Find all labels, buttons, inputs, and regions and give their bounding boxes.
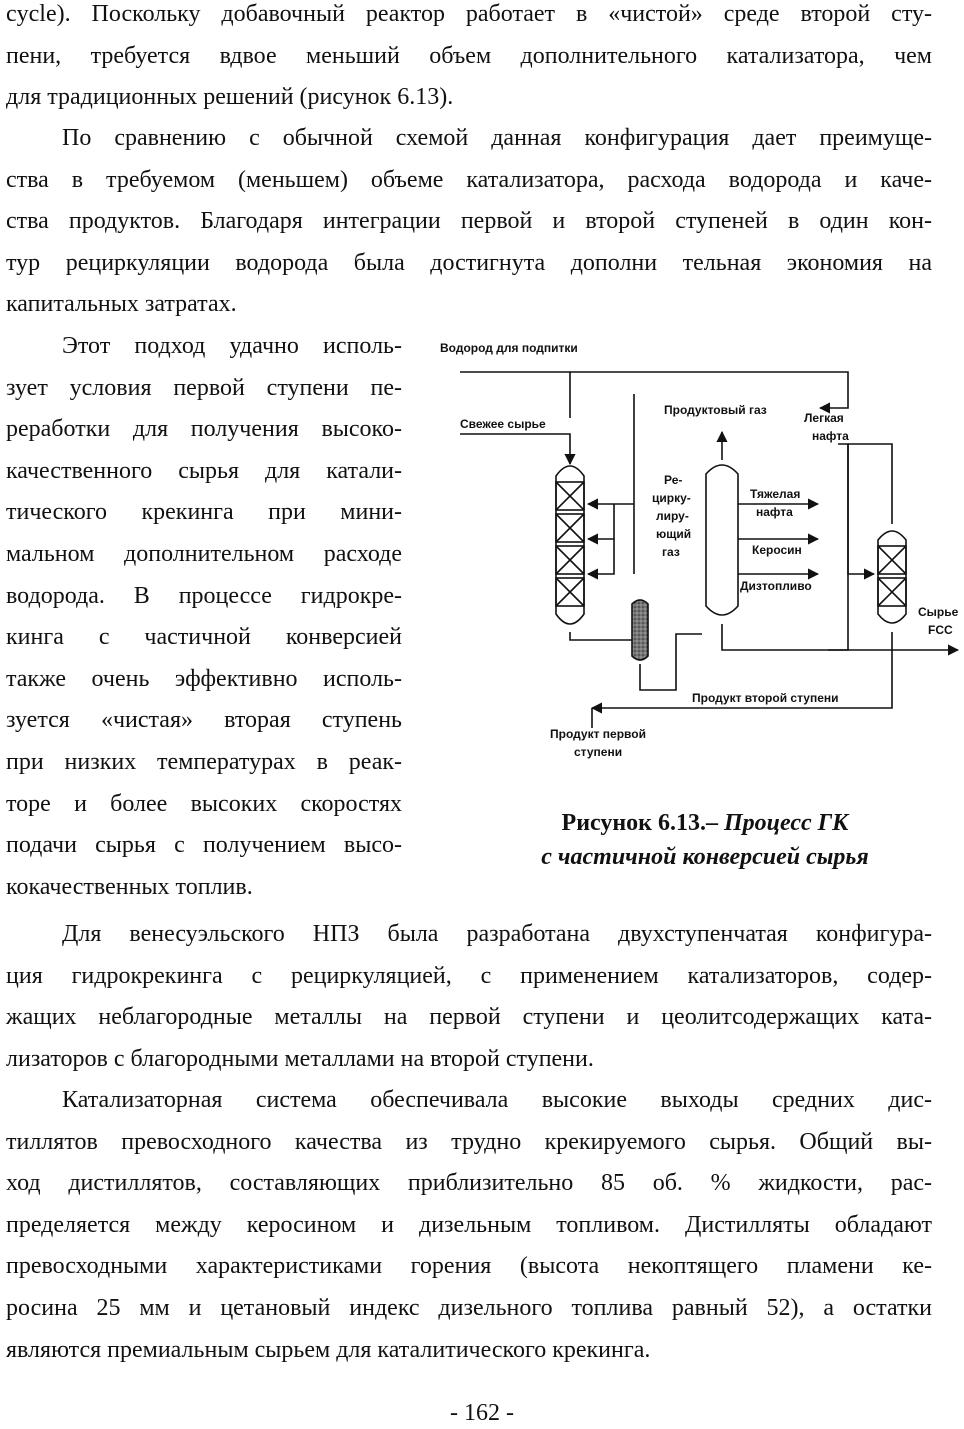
label-heavy-naphtha: Тяжелая [750,487,801,501]
text-line: кинга с частичной конверсией [6,624,402,651]
text-line: По сравнению с обычной схемой данная конфигурация дает преимуще- [62,125,932,151]
caption-line-2: с частичной конверсией сырья [541,844,869,870]
text-line: качественного сырья для катали- [6,457,402,484]
text-line: Катализаторная система обеспечивала высокие выходы средних дис- [62,1087,932,1113]
label-recycle-gas-5: газ [662,545,680,559]
paragraph-3 [6,326,402,908]
text-line: пени, требуется вдвое меньший объем дополнительного катализатора, чем [6,42,932,69]
caption-lead: Рисунок 6.13.– [561,810,719,836]
text-line: ход дистиллятов, составляющих приблизительно 85 об. % жидкости, рас- [6,1170,932,1197]
text-line: тического крекинга при мини- [6,499,402,526]
text-line: кокачественных топлив. [6,873,253,900]
label-makeup-hydrogen: Водород для подпитки [440,341,578,355]
text-line: являются премиальным сырьем для каталитического крекинга. [6,1336,651,1363]
text-line: реработки для получения высоко- [6,416,402,443]
text-line: при низких температурах в реак- [6,748,402,775]
label-fresh-feed: Свежее сырье [460,417,546,431]
label-light-naphtha: Легкая [804,411,844,425]
text-line: росина 25 мм и цетановый индекс дизельного топлива равный 52), а остатки [6,1294,932,1321]
label-recycle-gas-3: лиру- [656,509,689,523]
text-line: тиллятов превосходного качества из трудно крекируемого сырья. Общий вы- [6,1128,932,1155]
label-first-stage-product-2: ступени [574,745,623,759]
label-first-stage-product: Продукт первой [550,727,646,741]
label-fcc-feed: Сырье [918,605,959,619]
label-product-gas: Продуктовый газ [664,403,767,417]
text-line: Для венесуэльского НПЗ была разработана двухступенчатая конфигура- [62,921,932,947]
label-fcc-feed-2: FCC [928,623,953,637]
text-line: жащих неблагородные металлы на первой ступени и цеолитсодержащих ката- [6,1004,932,1031]
text-line: ства продуктов. Благодаря интеграции первой и второй ступеней в один кон- [6,208,932,235]
paragraph-1 [6,0,932,119]
paragraph-4 [6,914,932,1080]
figure-caption [470,806,940,874]
paragraph-5 [6,1080,932,1371]
label-kerosene: Керосин [752,543,802,557]
text-line: капитальных затратах. [6,291,237,318]
label-light-naphtha-2: нафта [812,429,849,443]
label-recycle-gas-4: ющий [656,527,692,541]
text-line: превосходными характеристиками горения (высота некоптящего пламени ке- [6,1253,932,1280]
label-recycle-gas: Ре- [664,473,683,487]
label-second-stage-product: Продукт второй ступени [692,691,839,705]
label-recycle-gas-2: цирку- [652,491,691,505]
text-line: также очень эффективно исполь- [6,665,402,692]
label-diesel: Дизтопливо [740,579,812,593]
text-line: cycle). Поскольку добавочный реактор работает в «чистой» среде второй сту- [6,1,932,27]
text-line: пределяется между керосином и дизельным топливом. Дистилляты обладают [6,1211,932,1238]
text-line: зуется «чистая» вторая ступень [6,707,402,734]
text-line: торе и более высоких скоростях [6,790,402,817]
text-line: для традиционных решений (рисунок 6.13). [6,84,454,111]
caption-line-1 [470,806,940,840]
caption-title: Процесс ГК [718,810,849,836]
text-line: Этот подход удачно исполь- [62,333,402,359]
text-line: мальном дополнительном расходе [6,540,402,567]
label-heavy-naphtha-2: нафта [756,505,793,519]
text-line: зует условия первой ступени пе- [6,374,402,401]
process-flow-diagram [438,334,964,774]
text-line: ция гидрокрекинга с рециркуляцией, с применением катализаторов, содер- [6,962,932,989]
page-number: - 162 - [450,1400,514,1426]
text-line: подачи сырья с получением высо- [6,832,402,859]
text-line: лизаторов с благородными металлами на второй ступени. [6,1045,594,1072]
text-line: водорода. В процессе гидрокре- [6,582,402,609]
text-line: ства в требуемом (меньшем) объеме катализатора, расхода водорода и каче- [6,166,932,193]
text-line: тур рециркуляции водорода была достигнута дополни тельная экономия на [6,249,932,276]
paragraph-2 [6,118,932,326]
